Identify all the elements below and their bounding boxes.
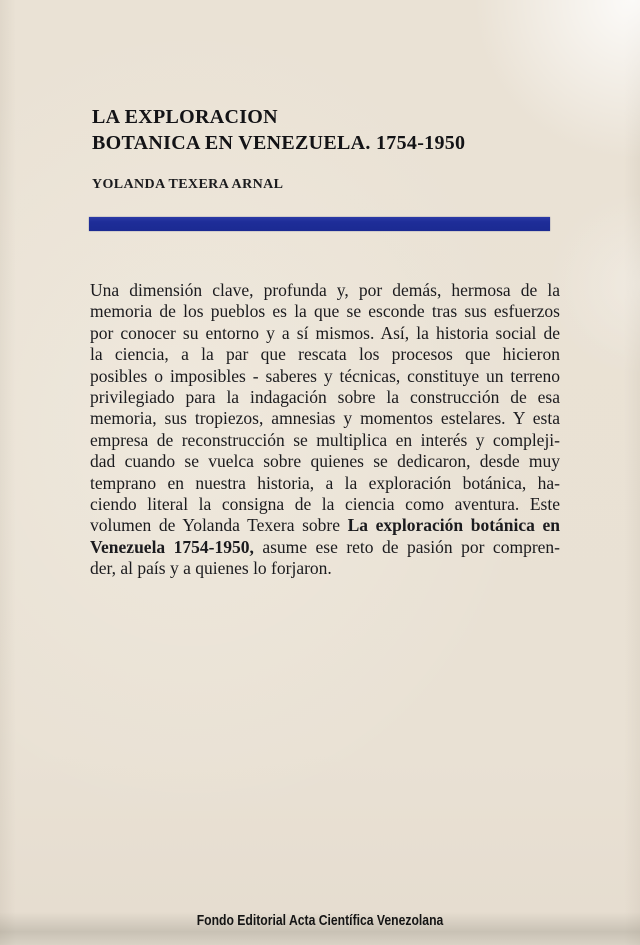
paragraph-text: der, al país y a quienes lo forjaron.	[90, 558, 332, 579]
paragraph-line	[90, 408, 560, 429]
paragraph-text: la ciencia, a la par que rescata los procesos que hicieron	[90, 344, 560, 365]
paragraph-text: por conocer su entorno y a sí mismos. Así, la historia social de	[90, 322, 560, 343]
paragraph-line	[90, 473, 560, 494]
paragraph-line	[90, 537, 560, 558]
paragraph-line	[90, 323, 560, 344]
book-title	[92, 104, 465, 156]
inline-book-title-bold: Venezuela 1754-1950,	[90, 536, 254, 557]
book-title-line-2: BOTANICA EN VENEZUELA. 1754-1950	[92, 132, 466, 154]
paragraph-text: memoria, sus tropiezos, amnesias y momentos estelares. Y esta	[90, 408, 560, 429]
paragraph-text: empresa de reconstrucción se multiplica en interés y compleji-	[90, 429, 560, 450]
paragraph-line	[90, 366, 560, 387]
paragraph-text: posibles o imposibles - saberes y técnicas, constituye un terreno	[90, 365, 560, 386]
book-title-line-1: LA EXPLORACION	[92, 106, 278, 128]
paragraph-text: temprano en nuestra historia, a la exploración botánica, ha-	[90, 472, 560, 493]
paragraph-text: privilegiado para la indagación sobre la construcción de esa	[90, 386, 560, 407]
inline-book-title-bold: La exploración botánica en	[347, 515, 560, 536]
paragraph-line	[90, 430, 560, 451]
paragraph-line	[90, 387, 560, 408]
paragraph-line	[90, 515, 560, 536]
paragraph-text: memoria de los pueblos es la que se esconde tras sus esfuerzos	[90, 301, 560, 322]
accent-bar	[89, 217, 550, 231]
paragraph-text: ciendo literal la consigna de la ciencia como aventura. Este	[90, 493, 560, 514]
paragraph-text: volumen de Yolanda Texera sobre	[90, 515, 348, 536]
paragraph-line	[90, 301, 560, 322]
back-cover-paragraph	[90, 280, 560, 579]
paragraph-text: dad cuando se vuelca sobre quienes se dedicaron, desde muy	[90, 451, 560, 472]
paragraph-line	[90, 344, 560, 365]
paragraph-text: Una dimensión clave, profunda y, por demás, hermosa de la	[90, 280, 560, 300]
paragraph-line	[90, 451, 560, 472]
paragraph-line	[90, 280, 560, 301]
paragraph-line	[90, 558, 560, 579]
paragraph-line	[90, 494, 560, 515]
author-name: YOLANDA TEXERA ARNAL	[92, 177, 284, 192]
publisher-imprint: Fondo Editorial Acta Científica Venezolana	[196, 913, 444, 929]
paragraph-text: asume ese reto de pasión por compren-	[253, 536, 560, 557]
